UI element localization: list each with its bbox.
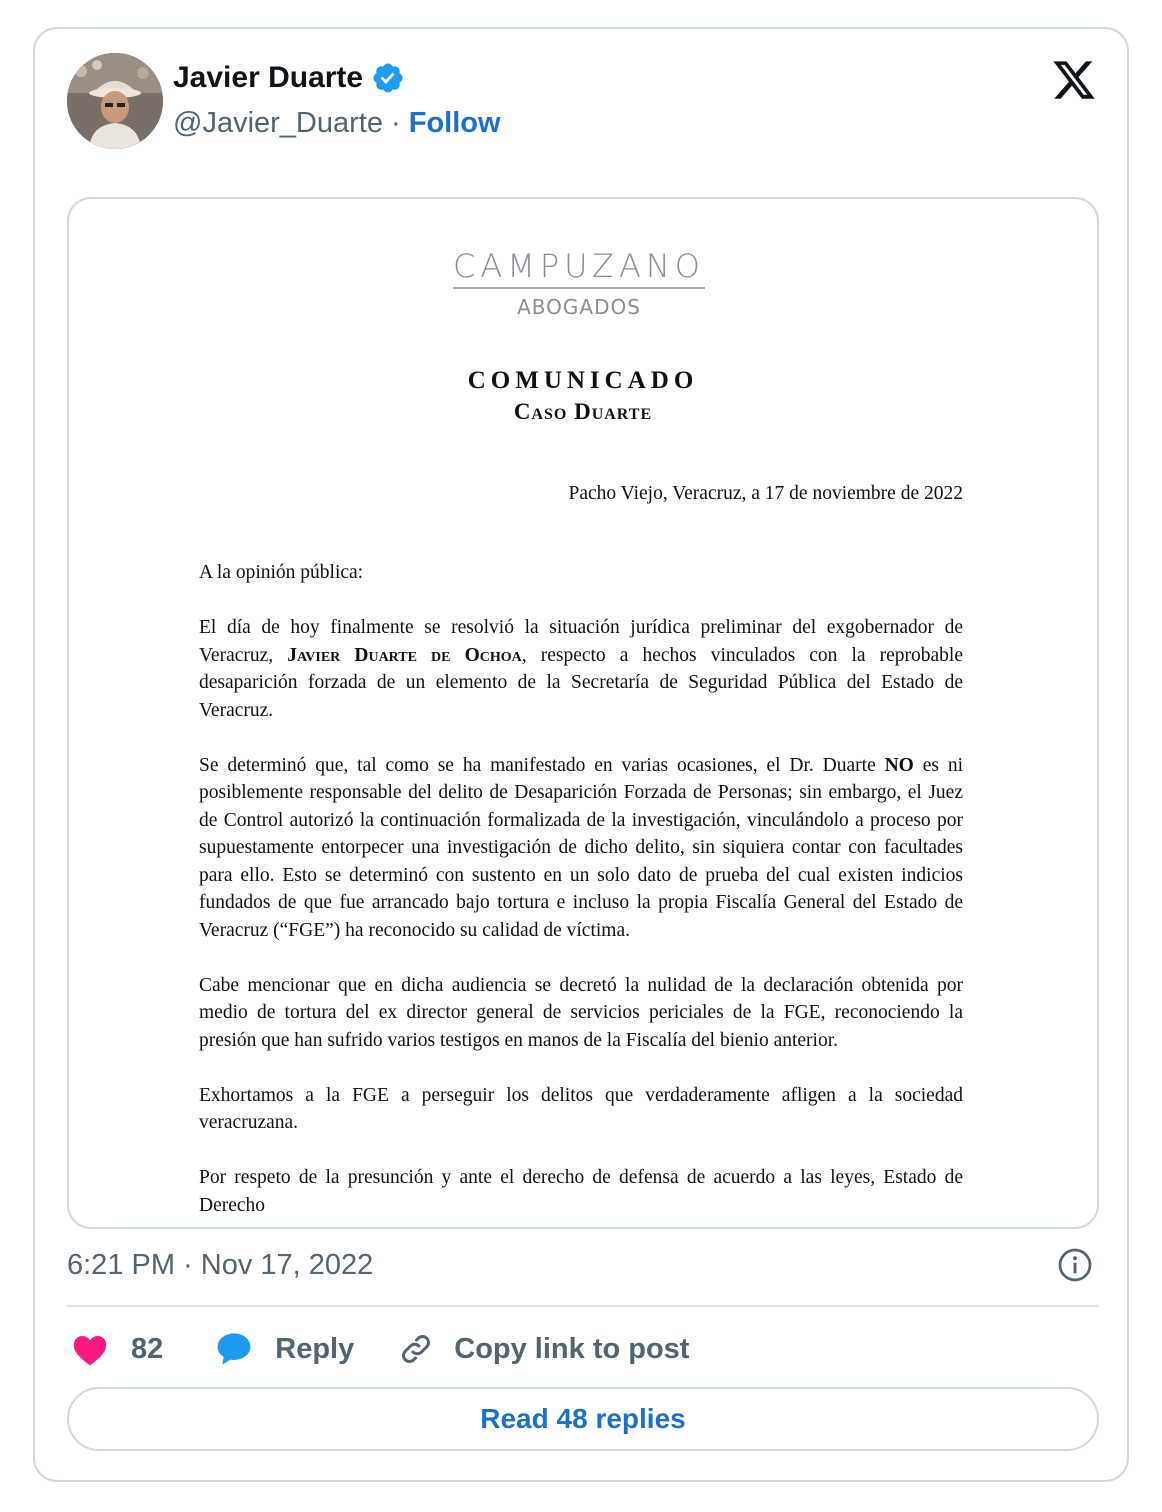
verified-badge-icon bbox=[371, 61, 405, 95]
info-icon[interactable] bbox=[1057, 1247, 1093, 1283]
separator-dot: · bbox=[382, 107, 409, 139]
copy-link-label: Copy link to post bbox=[454, 1332, 690, 1365]
logo-rule bbox=[453, 287, 705, 289]
document-paragraph-2: Se determinó que, tal como se ha manifestado en varias ocasiones, el Dr. Duarte NO es ni posiblemente responsable del delito de Desaparición Forzada de Personas; sin embargo, el Juez de Control autorizó la continuación formalizada de la investigación, vinculándolo a proceso por supuestamente entorpecer una investigación de dicho delito, sin siquiera contar con facultades para ello. Esto se determinó con sustento en un solo dato de prueba del cual existen indicios fundados de que fue arrancado bajo tortura e incluso la propia Fiscalía General del Estado de Veracruz (“FGE”) ha reconocido su calidad de víctima. bbox=[199, 754, 963, 941]
author-handle[interactable]: @Javier_Duarte bbox=[173, 107, 383, 139]
author-handle-row bbox=[173, 107, 501, 140]
read-replies-button[interactable]: Read 48 replies bbox=[67, 1387, 1099, 1451]
divider bbox=[67, 1305, 1099, 1307]
link-icon bbox=[398, 1331, 434, 1367]
copy-link-button[interactable] bbox=[398, 1331, 689, 1367]
document-title: COMUNICADO bbox=[467, 367, 699, 394]
reply-button[interactable] bbox=[215, 1331, 354, 1367]
like-count: 82 bbox=[131, 1332, 164, 1365]
defendant-name: Javier Duarte de Ochoa bbox=[287, 644, 522, 666]
emphasis-no: NO bbox=[884, 754, 914, 776]
follow-button[interactable]: Follow bbox=[408, 107, 501, 139]
document-body bbox=[199, 559, 963, 1229]
x-logo-icon[interactable] bbox=[1051, 57, 1097, 103]
reply-label: Reply bbox=[275, 1332, 355, 1365]
document-date-line: Pacho Viejo, Veracruz, a 17 de noviembre de 2022 bbox=[568, 483, 963, 504]
document-salutation: A la opinión pública: bbox=[199, 562, 364, 583]
law-firm-logo bbox=[449, 247, 709, 319]
document-paragraph-4: Exhortamos a la FGE a perseguir los delitos que verdaderamente afligen a la sociedad veracruzana. bbox=[199, 1084, 963, 1133]
post-card bbox=[33, 27, 1129, 1482]
attached-document-image[interactable] bbox=[67, 197, 1099, 1229]
document-paragraph-3: Cabe mencionar que en dicha audiencia se decretó la nulidad de la declaración obtenida por medio de tortura del ex director general de servicios periciales de la FGE, reconociendo la presión que han sufrido varios testigos en manos de la Fiscalía del bienio anterior. bbox=[199, 974, 963, 1051]
reply-bubble-icon bbox=[215, 1331, 253, 1367]
document-subtitle: Caso Duarte bbox=[513, 399, 653, 424]
logo-sub-text: ABOGADOS bbox=[517, 295, 641, 319]
document-paragraph-1: El día de hoy finalmente se resolvió la situación jurídica preliminar del exgobernador de Veracruz, Javier Duarte de Ochoa, respecto a hechos vinculados con la reprobable desaparición forzada de un elemento de la Secretaría de Seguridad Pública del Estado de Veracruz. bbox=[199, 617, 964, 721]
author-name[interactable]: Javier Duarte bbox=[173, 61, 364, 94]
author-name-row bbox=[173, 61, 405, 95]
heart-icon bbox=[71, 1332, 109, 1366]
like-button[interactable] bbox=[71, 1332, 163, 1366]
logo-main-text: CAMPUZANO bbox=[453, 247, 705, 285]
avatar[interactable] bbox=[67, 53, 163, 149]
action-bar bbox=[71, 1325, 689, 1373]
document-paragraph-5-partial: Por respeto de la presunción y ante el derecho de defensa de acuerdo a las leyes, Estado de Derecho bbox=[199, 1167, 963, 1216]
post-timestamp[interactable]: 6:21 PM · Nov 17, 2022 bbox=[67, 1249, 374, 1281]
